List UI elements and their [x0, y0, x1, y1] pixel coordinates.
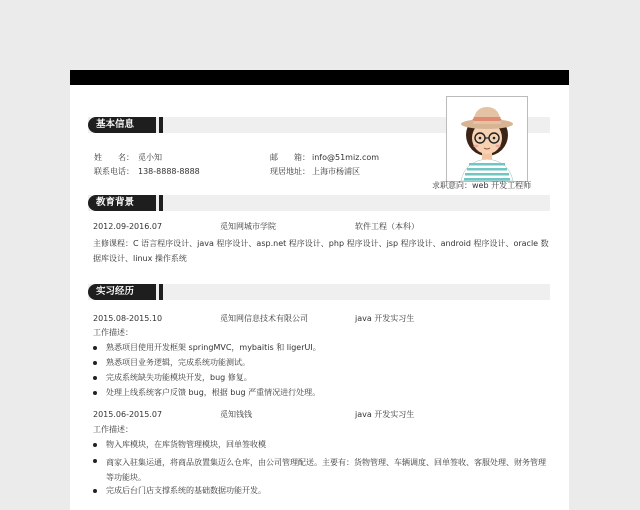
section-band [88, 284, 550, 300]
job-duty: 完成系统缺失功能模块开发，bug 修复。 [106, 373, 252, 382]
education-courses: 主修课程：C 语言程序设计、java 程序设计、asp.net 程序设计、php 程序设计、jsp 程序设计、android 程序设计、oracle 数据库设计、linux 操作系统 [93, 239, 549, 263]
bullet-icon [93, 459, 97, 463]
bullet-icon [93, 346, 97, 350]
job-company: 觅知钱钱 [220, 410, 252, 419]
name-value: 觅小知 [138, 153, 162, 162]
job-role: java 开发实习生 [355, 410, 415, 419]
phone-value: 138-8888-8888 [138, 167, 200, 176]
education-school: 觅知网城市学院 [220, 222, 276, 231]
bullet-icon [93, 443, 97, 447]
resume-page [70, 70, 569, 510]
email-value: info@51miz.com [312, 153, 380, 162]
email-label: 邮 箱： [270, 153, 310, 162]
phone-label: 联系电话： [94, 167, 134, 176]
section-title: 教育背景 [88, 195, 156, 211]
top-bar [70, 70, 569, 85]
avatar-illustration [447, 97, 527, 181]
section-experience [88, 284, 550, 300]
section-stripe [159, 117, 163, 133]
job-duty: 物入库模块，在库货物管理模块，回单签收模 [106, 440, 266, 449]
bullet-icon [93, 376, 97, 380]
section-stripe [159, 284, 163, 300]
address-label: 现居地址： [270, 167, 310, 176]
section-education [88, 195, 550, 211]
section-band [88, 195, 550, 211]
bullet-icon [93, 489, 97, 493]
education-major: 软件工程（本科） [355, 222, 419, 231]
section-title: 基本信息 [88, 117, 156, 133]
profile-photo [446, 96, 528, 182]
job-intent: 求职意向：web 开发工程师 [432, 181, 532, 190]
section-title: 实习经历 [88, 284, 156, 300]
job-company: 觅知网信息技术有限公司 [220, 314, 308, 323]
job-duty: 完成后台门店支撑系统的基础数据功能开发。 [106, 486, 266, 495]
bullet-icon [93, 391, 97, 395]
job-duty: 熟悉项目使用开发框架 springMVC，mybaitis 和 ligerUI。 [106, 343, 321, 352]
job-period: 2015.08-2015.10 [93, 314, 163, 323]
education-period: 2012.09-2016.07 [93, 222, 163, 231]
job-desc-label: 工作描述： [93, 328, 133, 337]
job-duty: 商家入驻集运通，将商品放置集迈么仓库，由公司管理配送。主要有：货物管理、车辆调度、回单签收、客服处理、财务管理等功能块。 [106, 458, 546, 482]
address-value: 上海市杨浦区 [312, 167, 360, 176]
job-duty: 处理上线系统客户反馈 bug，根据 bug 严重情况进行处理。 [106, 388, 321, 397]
bullet-icon [93, 361, 97, 365]
job-period: 2015.06-2015.07 [93, 410, 163, 419]
job-duty: 熟悉项目业务逻辑，完成系统功能测试。 [106, 358, 250, 367]
section-stripe [159, 195, 163, 211]
job-desc-label: 工作描述： [93, 425, 133, 434]
name-label: 姓 名： [94, 153, 134, 162]
job-role: java 开发实习生 [355, 314, 415, 323]
